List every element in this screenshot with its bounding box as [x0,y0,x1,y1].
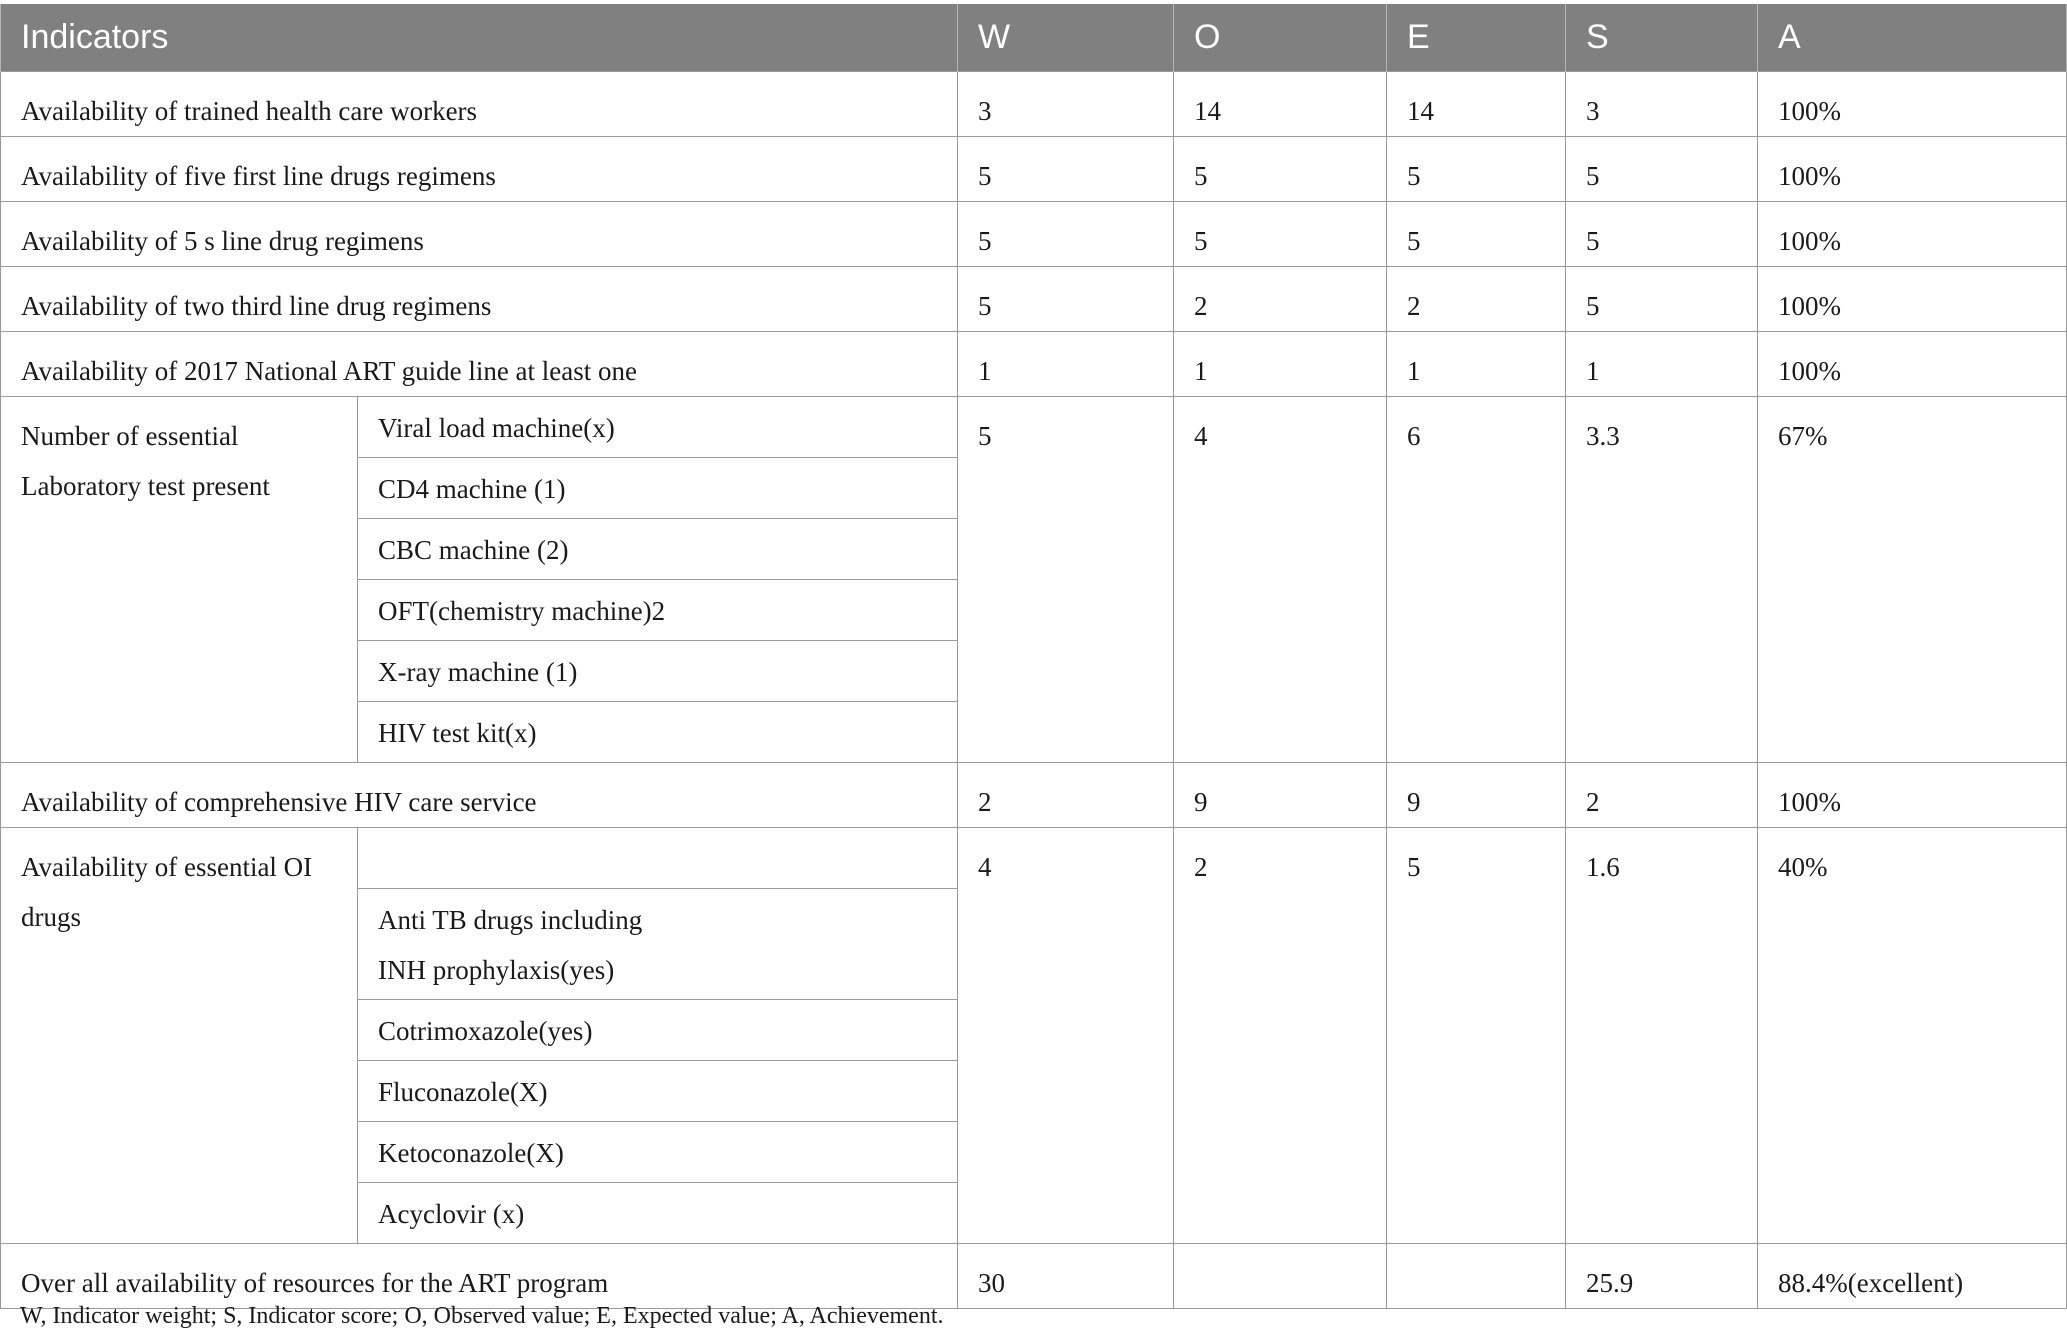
table-row [1,137,2067,202]
table-footnote: W, Indicator weight; S, Indicator score; O, Observed value; E, Expected value; A, Achievement. [20,1303,944,1329]
table-row [1,397,2067,458]
score-cell: 2 [1566,763,1758,828]
header-row [1,4,2067,72]
expected-cell: 2 [1387,267,1566,332]
achievement-cell: 100% [1758,72,2067,137]
sub-item: HIV test kit(x) [358,702,958,763]
indicator-label: Availability of 2017 National ART guide line at least one [1,332,958,397]
expected-cell: 14 [1387,72,1566,137]
weight-cell: 30 [958,1244,1174,1309]
weight-cell: 5 [958,202,1174,267]
expected-cell: 9 [1387,763,1566,828]
observed-cell: 1 [1174,332,1387,397]
sub-item: Fluconazole(X) [358,1061,958,1122]
observed-cell: 2 [1174,828,1387,1244]
achievement-cell: 100% [1758,763,2067,828]
achievement-cell: 100% [1758,202,2067,267]
table-row [1,828,2067,889]
sub-item-line2: INH prophylaxis(yes) [378,955,615,985]
sub-item: X-ray machine (1) [358,641,958,702]
observed-cell: 9 [1174,763,1387,828]
indicator-label: Availability of two third line drug regimens [1,267,958,332]
sub-item-line1: Anti TB drugs including [378,905,643,935]
score-cell: 5 [1566,267,1758,332]
observed-cell [1174,1244,1387,1309]
weight-cell: 5 [958,397,1174,763]
sub-item [358,889,958,1000]
score-cell: 5 [1566,137,1758,202]
observed-cell: 5 [1174,202,1387,267]
header-s: S [1566,4,1758,72]
achievement-cell: 88.4%(excellent) [1758,1244,2067,1309]
table-row [1,332,2067,397]
expected-cell [1387,1244,1566,1309]
table-row [1,267,2067,332]
expected-cell: 1 [1387,332,1566,397]
table-container [0,4,2066,1309]
table-row [1,72,2067,137]
achievement-cell: 100% [1758,137,2067,202]
observed-cell: 14 [1174,72,1387,137]
sub-item: CBC machine (2) [358,519,958,580]
table-row-total [1,1244,2067,1309]
indicator-label: Availability of trained health care workers [1,72,958,137]
achievement-cell: 67% [1758,397,2067,763]
expected-cell: 5 [1387,202,1566,267]
score-cell: 1 [1566,332,1758,397]
score-cell: 1.6 [1566,828,1758,1244]
header-o: O [1174,4,1387,72]
sub-item: Ketoconazole(X) [358,1122,958,1183]
indicator-label: Availability of comprehensive HIV care service [1,763,958,828]
sub-item: Cotrimoxazole(yes) [358,1000,958,1061]
weight-cell: 1 [958,332,1174,397]
header-indicators: Indicators [1,4,958,72]
weight-cell: 3 [958,72,1174,137]
weight-cell: 5 [958,267,1174,332]
observed-cell: 5 [1174,137,1387,202]
score-cell: 3.3 [1566,397,1758,763]
table-row [1,202,2067,267]
sub-item: CD4 machine (1) [358,458,958,519]
sub-item-empty [358,828,958,889]
indicator-label: Availability of five first line drugs regimens [1,137,958,202]
lab-label-line2: Laboratory test present [21,471,270,501]
expected-cell: 5 [1387,137,1566,202]
sub-item: Viral load machine(x) [358,397,958,458]
header-e: E [1387,4,1566,72]
table-row [1,763,2067,828]
indicator-label-lab [1,397,358,763]
score-cell: 3 [1566,72,1758,137]
weight-cell: 5 [958,137,1174,202]
header-w: W [958,4,1174,72]
observed-cell: 2 [1174,267,1387,332]
indicators-table [0,4,2067,1309]
header-a: A [1758,4,2067,72]
sub-item: Acyclovir (x) [358,1183,958,1244]
score-cell: 5 [1566,202,1758,267]
achievement-cell: 100% [1758,332,2067,397]
expected-cell: 6 [1387,397,1566,763]
achievement-cell: 40% [1758,828,2067,1244]
oi-label-line2: drugs [21,902,81,932]
weight-cell: 2 [958,763,1174,828]
lab-label-line1: Number of essential [21,421,239,451]
expected-cell: 5 [1387,828,1566,1244]
indicator-label: Over all availability of resources for the ART program [1,1244,958,1309]
observed-cell: 4 [1174,397,1387,763]
weight-cell: 4 [958,828,1174,1244]
indicator-label: Availability of 5 s line drug regimens [1,202,958,267]
indicator-label-oi [1,828,358,1244]
achievement-cell: 100% [1758,267,2067,332]
oi-label-line1: Availability of essential OI [21,852,313,882]
score-cell: 25.9 [1566,1244,1758,1309]
sub-item: OFT(chemistry machine)2 [358,580,958,641]
